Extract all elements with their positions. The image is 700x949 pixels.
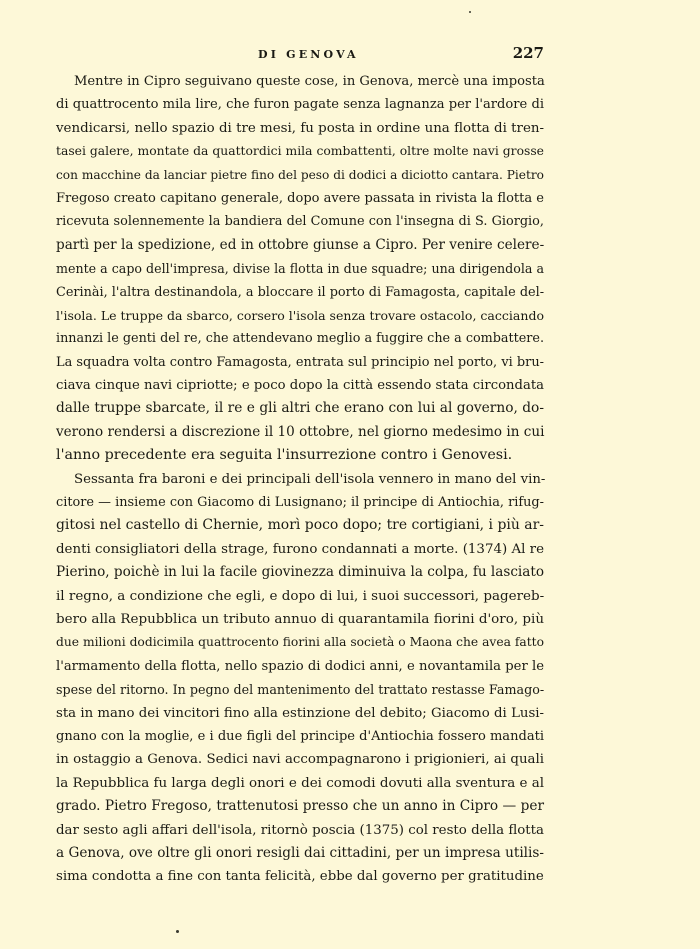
text-line: il regno, a condizione che egli, e dopo di lui, i suoi successori, pagereb- <box>56 587 545 604</box>
text-line: l'anno precedente era seguita l'insurrezione contro i Genovesi. <box>56 447 513 464</box>
paragraph <box>56 70 544 468</box>
text-line: Sessanta fra baroni e dei principali dell'isola vennero in mano del vin- <box>74 471 546 487</box>
text-line: due milioni dodicimila quattrocento fiorini alla società o Maona che avea fatto <box>56 635 544 650</box>
text-line: l'armamento della flotta, nello spazio di dodici anni, e novantamila per le <box>56 658 544 674</box>
text-line: spese del ritorno. In pegno del mantenimento del trattato restasse Famago- <box>56 682 545 698</box>
text-line: gnano con la moglie, e i due figli del principe d'Antiochia fossero mandati <box>56 728 544 744</box>
text-line: sta in mano dei vincitori fino alla estinzione del debito; Giacomo di Lusi- <box>56 705 544 721</box>
text-line: ricevuta solennemente la bandiera del Comune con l'insegna di S. Giorgio, <box>56 214 544 230</box>
text-line: vendicarsi, nello spazio di tre mesi, fu posta in ordine una flotta di tren- <box>56 120 544 136</box>
text-line: di quattrocento mila lire, che furon pagate senza lagnanza per l'ardore di <box>56 97 544 113</box>
text-line: mente a capo dell'impresa, divise la flotta in due squadre; una dirigendola a <box>56 261 544 277</box>
text-line: dalle truppe sbarcate, il re e gli altri che erano con lui al governo, do- <box>56 400 544 417</box>
text-line: sima condotta a fine con tanta felicità, ebbe dal governo per gratitudine <box>56 869 544 885</box>
text-line: Cerinài, l'altra destinandola, a bloccare il porto di Famagosta, capitale del- <box>56 284 545 300</box>
text-line: partì per la spedizione, ed in ottobre giunse a Cipro. Per venire celere- <box>56 236 545 253</box>
text-line: La squadra volta contro Famagosta, entrata sul principio nel porto, vi bru- <box>56 354 544 370</box>
text-line: la Repubblica fu larga degli onori e dei comodi dovuti alla sventura e al <box>56 775 545 791</box>
text-line: dar sesto agli affari dell'isola, ritornò poscia (1375) col resto della flotta <box>56 822 544 838</box>
page-header <box>56 44 544 66</box>
text-line: tasei galere, montate da quattordici mila combattenti, oltre molte navi grosse <box>56 144 544 159</box>
running-head: DI GENOVA <box>258 48 359 61</box>
text-line: Mentre in Cipro seguivano queste cose, in Genova, mercè una imposta <box>74 74 545 89</box>
text-line: Fregoso creato capitano generale, dopo avere passata in rivista la flotta e <box>56 190 544 206</box>
text-line: a Genova, ove oltre gli onori resigli dai cittadini, per un impresa utilis- <box>56 844 544 861</box>
paper-speck <box>176 930 179 933</box>
text-line: con macchine da lanciar pietre fino del peso di dodici a diciotto cantara. Pietro <box>56 167 544 182</box>
text-line: Pierino, poichè in lui la facile giovinezza diminuiva la colpa, fu lasciato <box>56 564 544 581</box>
paper-speck <box>469 11 471 13</box>
text-line: l'isola. Le truppe da sbarco, corsero l'isola senza trovare ostacolo, cacciando <box>56 307 544 323</box>
page-number: 227 <box>512 44 544 62</box>
text-line: grado. Pietro Fregoso, trattenutosi presso che un anno in Cipro — per <box>56 798 544 815</box>
text-line: verono rendersi a discrezione il 10 ottobre, nel giorno medesimo in cui <box>56 423 545 440</box>
text-line: innanzi le genti del re, che attendevano meglio a fuggire che a combattere. <box>56 331 544 347</box>
paragraph <box>56 468 544 889</box>
text-line: in ostaggio a Genova. Sedici navi accompagnarono i prigionieri, ai quali <box>56 752 544 768</box>
text-line: gitosi nel castello di Chernie, morì poco dopo; tre cortigiani, i più ar- <box>56 517 544 534</box>
text-line: citore — insieme con Giacomo di Lusignano; il principe di Antiochia, rifug- <box>56 495 544 511</box>
body-text <box>56 70 544 889</box>
text-line: bero alla Repubblica un tributo annuo di quarantamila fiorini d'oro, più <box>56 610 544 627</box>
text-line: ciava cinque navi cipriotte; e poco dopo la città essendo stata circondata <box>56 378 544 394</box>
text-line: denti consigliatori della strage, furono condannati a morte. (1374) Al re <box>56 541 544 557</box>
